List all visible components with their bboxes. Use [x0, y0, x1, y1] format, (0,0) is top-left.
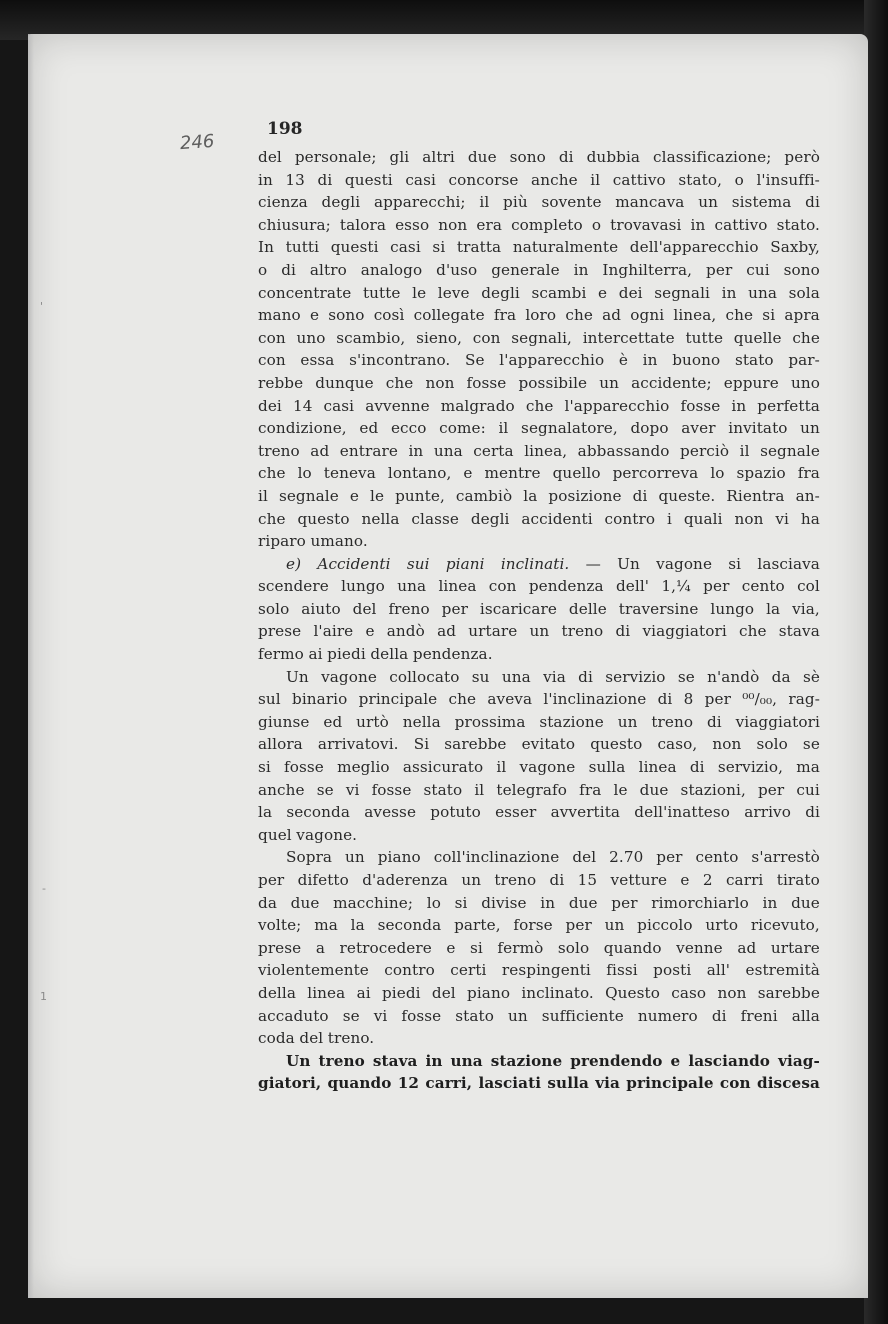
text-line: allora arrivatovi. Si sarebbe evitato questo caso, non solo se [258, 735, 820, 754]
text-line: solo aiuto del freno per iscaricare delle traversine lungo la via, [258, 599, 820, 618]
text-line: che questo nella classe degli accidenti contro i quali non vi ha [258, 509, 820, 528]
margin-mark: 1 [40, 990, 47, 1003]
text-line: In tutti questi casi si tratta naturalmente dell'apparecchio Saxby, [258, 238, 820, 257]
text-line: o di altro analogo d'uso generale in Inghilterra, per cui sono [258, 260, 820, 279]
text-line: Un vagone collocato su una via di servizio se n'andò da sè [286, 667, 820, 686]
text-line: mano e sono così collegate fra loro che ad ogni linea, che si apra [258, 306, 820, 325]
text-line: si fosse meglio assicurato il vagone sulla linea di servizio, ma [258, 758, 820, 777]
text-line: quel vagone. [258, 825, 358, 844]
text-line: prese l'aire e andò ad urtare un treno di viaggiatori che stava [258, 622, 820, 641]
text-line: e) Accidenti sui piani inclinati. — Un vagone si lasciava [286, 554, 820, 573]
text-line: concentrate tutte le leve degli scambi e dei segnali in una sola [258, 283, 820, 302]
text-line: rebbe dunque che non fosse possibile un accidente; eppure uno [258, 373, 820, 392]
text-line: anche se vi fosse stato il telegrafo fra le due stazioni, per cui [258, 780, 820, 799]
text-line: violentemente contro certi respingenti fissi posti all' estremità [258, 961, 820, 980]
text-line: della linea ai piedi del piano inclinato. Questo caso non sarebbe [258, 983, 820, 1002]
text-line: che lo teneva lontano, e mentre quello percorreva lo spazio fra [258, 464, 820, 483]
text-line: in 13 di questi casi concorse anche il cattivo stato, o l'insuffi- [258, 170, 820, 189]
text-line: il segnale e le punte, cambiò la posizione di queste. Rientra an- [258, 486, 820, 505]
text-line: del personale; gli altri due sono di dubbia classificazione; però [258, 148, 820, 166]
text-line: Un treno stava in una stazione prendendo e lasciando viag- [286, 1051, 820, 1070]
text-line: giatori, quando 12 carri, lasciati sulla via principale con discesa [258, 1074, 820, 1093]
text-line: Sopra un piano coll'inclinazione del 2.70 per cento s'arrestò [286, 848, 820, 867]
text-line: con uno scambio, sieno, con segnali, intercettate tutte quelle che [258, 328, 820, 347]
text-line: scendere lungo una linea con pendenza dell' 1,¼ per cento col [258, 577, 820, 596]
text-line: chiusura; talora esso non era completo o trovavasi in cattivo stato. [258, 215, 820, 234]
body-text [258, 146, 820, 1095]
text-line: con essa s'incontrano. Se l'apparecchio è in buono stato par- [258, 351, 820, 370]
text-line: riparo umano. [258, 532, 368, 551]
text-line: fermo ai piedi della pendenza. [258, 645, 493, 664]
text-line: cienza degli apparecchi; il più sovente mancava un sistema di [258, 193, 820, 212]
text-line: la seconda avesse potuto esser avvertita dell'inatteso arrivo di [258, 803, 820, 822]
text-line: volte; ma la seconda parte, forse per un piccolo urto ricevuto, [258, 916, 820, 935]
handwritten-margin-note: 246 [179, 130, 216, 155]
text-line: dei 14 casi avvenne malgrado che l'apparecchio fosse in perfetta [258, 396, 820, 415]
page-number: 198 [267, 119, 303, 139]
text-line: per difetto d'aderenza un treno di 15 vetture e 2 carri tirato [258, 871, 820, 889]
page-left-edge [28, 34, 34, 1298]
text-line: da due macchine; lo si divise in due per rimorchiarlo in due [258, 893, 820, 912]
text-line: accaduto se vi fosse stato un sufficiente numero di freni alla [258, 1006, 820, 1025]
text-line: condizione, ed ecco come: il segnalatore, dopo aver invitato un [258, 419, 820, 438]
margin-mark: - [42, 882, 46, 895]
text-line: sul binario principale che aveva l'inclinazione di 8 per ⁰⁰/₀₀, rag- [258, 690, 820, 709]
text-line: giunse ed urtò nella prossima stazione un treno di viaggiatori [258, 712, 820, 731]
text-line: coda del treno. [258, 1029, 375, 1048]
text-line: prese a retrocedere e si fermò solo quando venne ad urtare [258, 938, 820, 957]
text-line: treno ad entrare in una certa linea, abbassando perciò il segnale [258, 441, 820, 460]
margin-mark: ' [40, 300, 44, 313]
